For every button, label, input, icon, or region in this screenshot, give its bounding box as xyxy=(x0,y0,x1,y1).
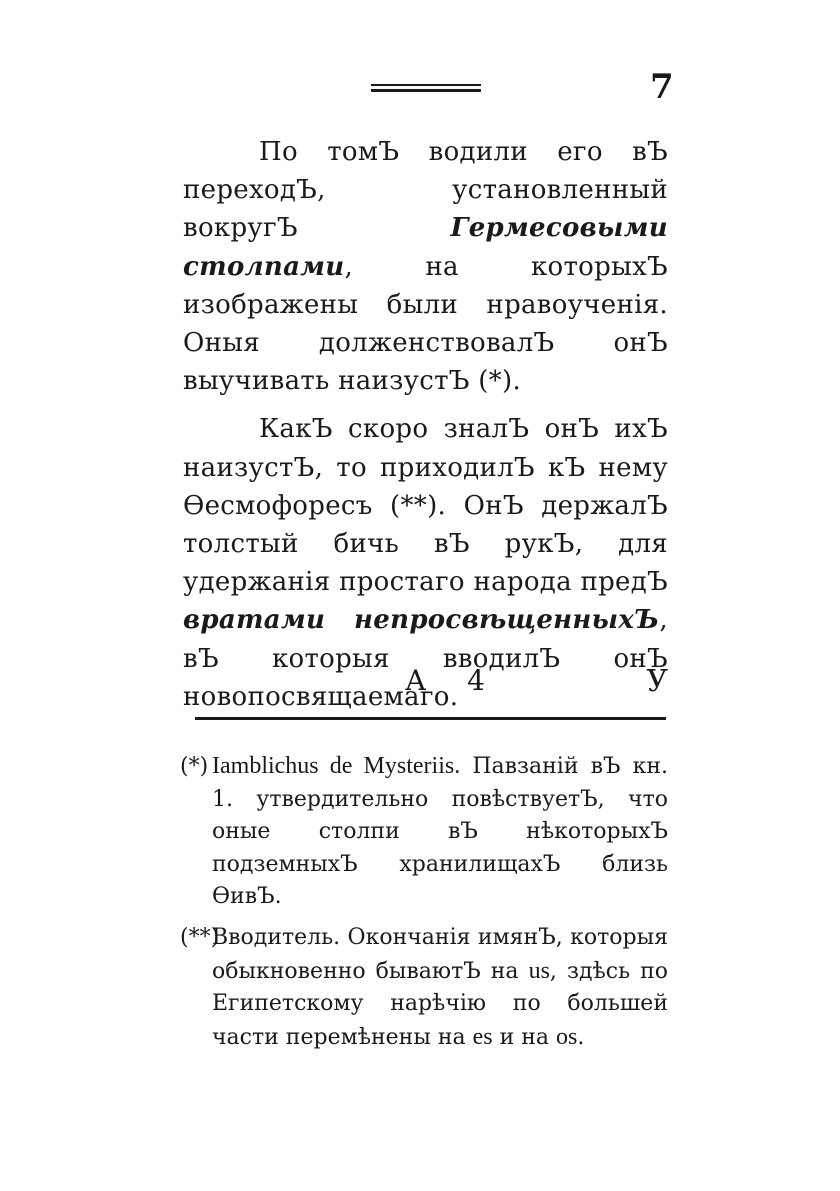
paragraph-2-part-2: , вЪ которыя вводилЪ онЪ новопосвящаемаго. xyxy=(183,605,668,712)
paragraph-1-italic: Гермесовыми столпами xyxy=(183,213,668,282)
header-rule-thick xyxy=(371,89,481,92)
footnote-1-latin: Iamblichus de Mysteriis. xyxy=(212,753,461,779)
footnote-2-latin-2: es xyxy=(472,1023,493,1050)
footnote-1-marker: (*) xyxy=(180,754,209,779)
footnote-2-latin-3: os xyxy=(556,1023,578,1050)
header-ornament-rule xyxy=(371,84,481,94)
footnote-2-text-4: . xyxy=(577,1024,585,1050)
catchword: У xyxy=(646,664,668,699)
paragraph-1-part-1: По томЪ водили его вЪ переходЪ, установленный вокругЪ xyxy=(183,137,668,244)
footnote-2-text-1: Вводитель. Окончанія имянЪ, которыя обыкновенно бываютЪ на xyxy=(212,924,668,984)
paragraph-1 xyxy=(183,133,668,400)
footnote-1 xyxy=(180,750,668,914)
signature-line xyxy=(183,664,668,704)
footnote-2-marker: (**) xyxy=(180,924,220,950)
footnotes xyxy=(180,750,668,1054)
footnote-1-text: Павзаній вЪ кн. 1. утвердительно повѣствуетЪ, что оные столпи вЪ нѣкоторыхЪ подземныхЪ хранилищахЪ близь ѲивЪ. xyxy=(212,754,668,910)
main-text xyxy=(183,133,668,716)
footnote-separator xyxy=(195,717,666,720)
footnote-2-text-3: и на xyxy=(492,1024,557,1050)
paragraph-2-part-1: КакЪ скоро зналЪ онЪ ихЪ наизустЪ, то приходилЪ кЪ нему Ѳесмофоресъ (**). ОнЪ держалЪ толстый бичь вЪ рукЪ, для удержанія простаго народа предЪ xyxy=(183,414,668,598)
footnote-2-text-2: , здѣсь по Египетскому нарѣчію по большей части перемѣнены на xyxy=(212,958,669,1050)
footnote-2 xyxy=(180,922,668,1054)
footnote-2-latin-1: us xyxy=(528,957,550,984)
header-rule-thin xyxy=(371,84,481,86)
paragraph-2-italic: вратами непросвѣщенныхЪ xyxy=(183,605,660,636)
page-number: 7 xyxy=(650,67,674,107)
signature-mark: А 4 xyxy=(405,664,501,697)
paragraph-1-part-2: , на которыхЪ изображены были нравоученія. Оныя долженствовалЪ онЪ выучивать наизустЪ (*). xyxy=(183,251,668,397)
